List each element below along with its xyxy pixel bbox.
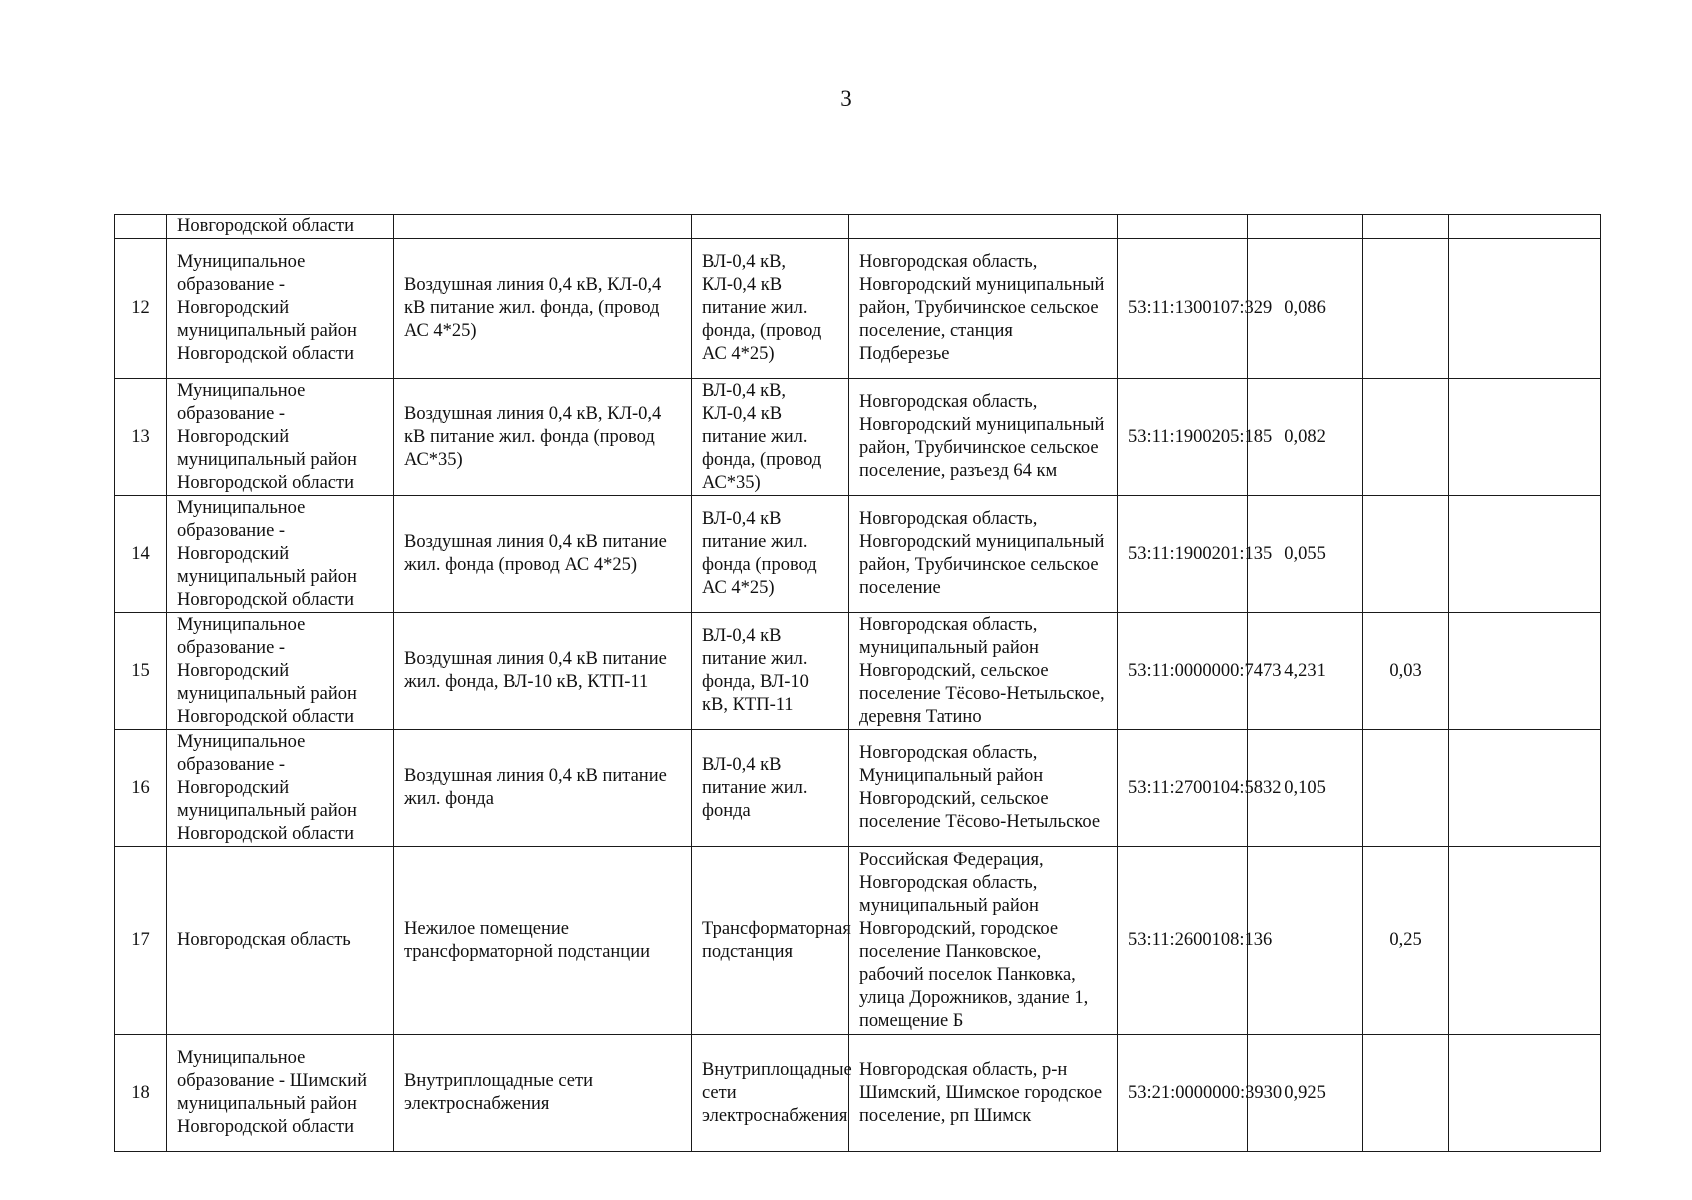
cell-extra (1449, 379, 1601, 496)
page-number: 3 (840, 86, 852, 111)
cell-area (1363, 730, 1449, 847)
cell-cadastral: 53:11:0000000:7473 (1118, 613, 1248, 730)
cell-type: ВЛ-0,4 кВ питание жил. фонда, ВЛ-10 кВ, КТП-11 (692, 613, 849, 730)
cell-owner: Муниципальное образование - Новгородский муниципальный район Новгородской области (167, 496, 394, 613)
cell-num (115, 215, 167, 239)
cell-length: 0,925 (1248, 1035, 1363, 1152)
cell-owner: Муниципальное образование - Шимский муниципальный район Новгородской области (167, 1035, 394, 1152)
table-row (115, 1035, 1601, 1152)
cell-address: Новгородская область, Муниципальный район Новгородский, сельское поселение Тёсово-Нетыльское (849, 730, 1118, 847)
cell-length (1248, 215, 1363, 239)
cell-owner: Муниципальное образование - Новгородский муниципальный район Новгородской области (167, 730, 394, 847)
cell-owner: Муниципальное образование - Новгородский муниципальный район Новгородской области (167, 239, 394, 379)
cell-cadastral: 53:11:1300107:329 (1118, 239, 1248, 379)
cell-extra (1449, 239, 1601, 379)
cell-name: Воздушная линия 0,4 кВ питание жил. фонда (394, 730, 692, 847)
cell-num: 12 (115, 239, 167, 379)
cell-address: Новгородская область, Новгородский муниципальный район, Трубичинское сельское поселение, станция Подберезье (849, 239, 1118, 379)
cell-area (1363, 239, 1449, 379)
cell-owner: Муниципальное образование - Новгородский муниципальный район Новгородской области (167, 379, 394, 496)
cell-num: 14 (115, 496, 167, 613)
cell-address (849, 215, 1118, 239)
table-row (115, 379, 1601, 496)
cell-length: 4,231 (1248, 613, 1363, 730)
cell-owner: Муниципальное образование - Новгородский муниципальный район Новгородской области (167, 613, 394, 730)
continuation-row (115, 215, 1601, 239)
cell-area: 0,25 (1363, 847, 1449, 1035)
cell-num: 18 (115, 1035, 167, 1152)
cell-cadastral (1118, 215, 1248, 239)
cell-length: 0,086 (1248, 239, 1363, 379)
cell-cadastral: 53:11:2600108:136 (1118, 847, 1248, 1035)
cell-length: 0,105 (1248, 730, 1363, 847)
cell-name: Нежилое помещение трансформаторной подстанции (394, 847, 692, 1035)
cell-extra (1449, 613, 1601, 730)
cell-address: Новгородская область, Новгородский муниципальный район, Трубичинское сельское поселение (849, 496, 1118, 613)
cell-area (1363, 215, 1449, 239)
cell-address: Новгородская область, Новгородский муниципальный район, Трубичинское сельское поселение, разъезд 64 км (849, 379, 1118, 496)
cell-area: 0,03 (1363, 613, 1449, 730)
cell-extra (1449, 730, 1601, 847)
cell-cadastral: 53:21:0000000:3930 (1118, 1035, 1248, 1152)
cell-address: Российская Федерация, Новгородская область, муниципальный район Новгородский, городское поселение Панковское, рабочий поселок Панковка, улица Дорожников, здание 1, помещение Б (849, 847, 1118, 1035)
cell-cadastral: 53:11:2700104:5832 (1118, 730, 1248, 847)
cell-extra (1449, 496, 1601, 613)
cell-num: 17 (115, 847, 167, 1035)
cell-type: ВЛ-0,4 кВ питание жил. фонда (692, 730, 849, 847)
cell-type: ВЛ-0,4 кВ, КЛ-0,4 кВ питание жил. фонда, (провод АС*35) (692, 379, 849, 496)
cell-type: ВЛ-0,4 кВ питание жил. фонда (провод АС 4*25) (692, 496, 849, 613)
cell-type: Трансформаторная подстанция (692, 847, 849, 1035)
cell-name: Внутриплощадные сети электроснабжения (394, 1035, 692, 1152)
cell-extra (1449, 215, 1601, 239)
cell-cadastral: 53:11:1900201:135 (1118, 496, 1248, 613)
cell-area (1363, 379, 1449, 496)
cell-type: ВЛ-0,4 кВ, КЛ-0,4 кВ питание жил. фонда, (провод АС 4*25) (692, 239, 849, 379)
cell-address: Новгородская область, р-н Шимский, Шимское городское поселение, рп Шимск (849, 1035, 1118, 1152)
cell-owner: Новгородская область (167, 847, 394, 1035)
cell-length: 0,082 (1248, 379, 1363, 496)
table-row (115, 730, 1601, 847)
cell-name (394, 215, 692, 239)
cell-type: Внутриплощадные сети электроснабжения (692, 1035, 849, 1152)
cell-name: Воздушная линия 0,4 кВ питание жил. фонда, ВЛ-10 кВ, КТП-11 (394, 613, 692, 730)
cell-name: Воздушная линия 0,4 кВ питание жил. фонда (провод АС 4*25) (394, 496, 692, 613)
table-row (115, 239, 1601, 379)
cell-length: 0,055 (1248, 496, 1363, 613)
cell-area (1363, 496, 1449, 613)
cell-num: 16 (115, 730, 167, 847)
cell-area (1363, 1035, 1449, 1152)
cell-num: 13 (115, 379, 167, 496)
cell-owner: Новгородской области (167, 215, 394, 239)
table-row (115, 496, 1601, 613)
cell-extra (1449, 1035, 1601, 1152)
cell-num: 15 (115, 613, 167, 730)
table-row (115, 613, 1601, 730)
cell-name: Воздушная линия 0,4 кВ, КЛ-0,4 кВ питание жил. фонда (провод АС*35) (394, 379, 692, 496)
cell-type (692, 215, 849, 239)
cell-cadastral: 53:11:1900205:185 (1118, 379, 1248, 496)
cell-name: Воздушная линия 0,4 кВ, КЛ-0,4 кВ питание жил. фонда, (провод АС 4*25) (394, 239, 692, 379)
cell-address: Новгородская область, муниципальный район Новгородский, сельское поселение Тёсово-Нетыльское, деревня Татино (849, 613, 1118, 730)
table-row (115, 847, 1601, 1035)
cell-extra (1449, 847, 1601, 1035)
property-registry-table (114, 214, 1601, 1152)
